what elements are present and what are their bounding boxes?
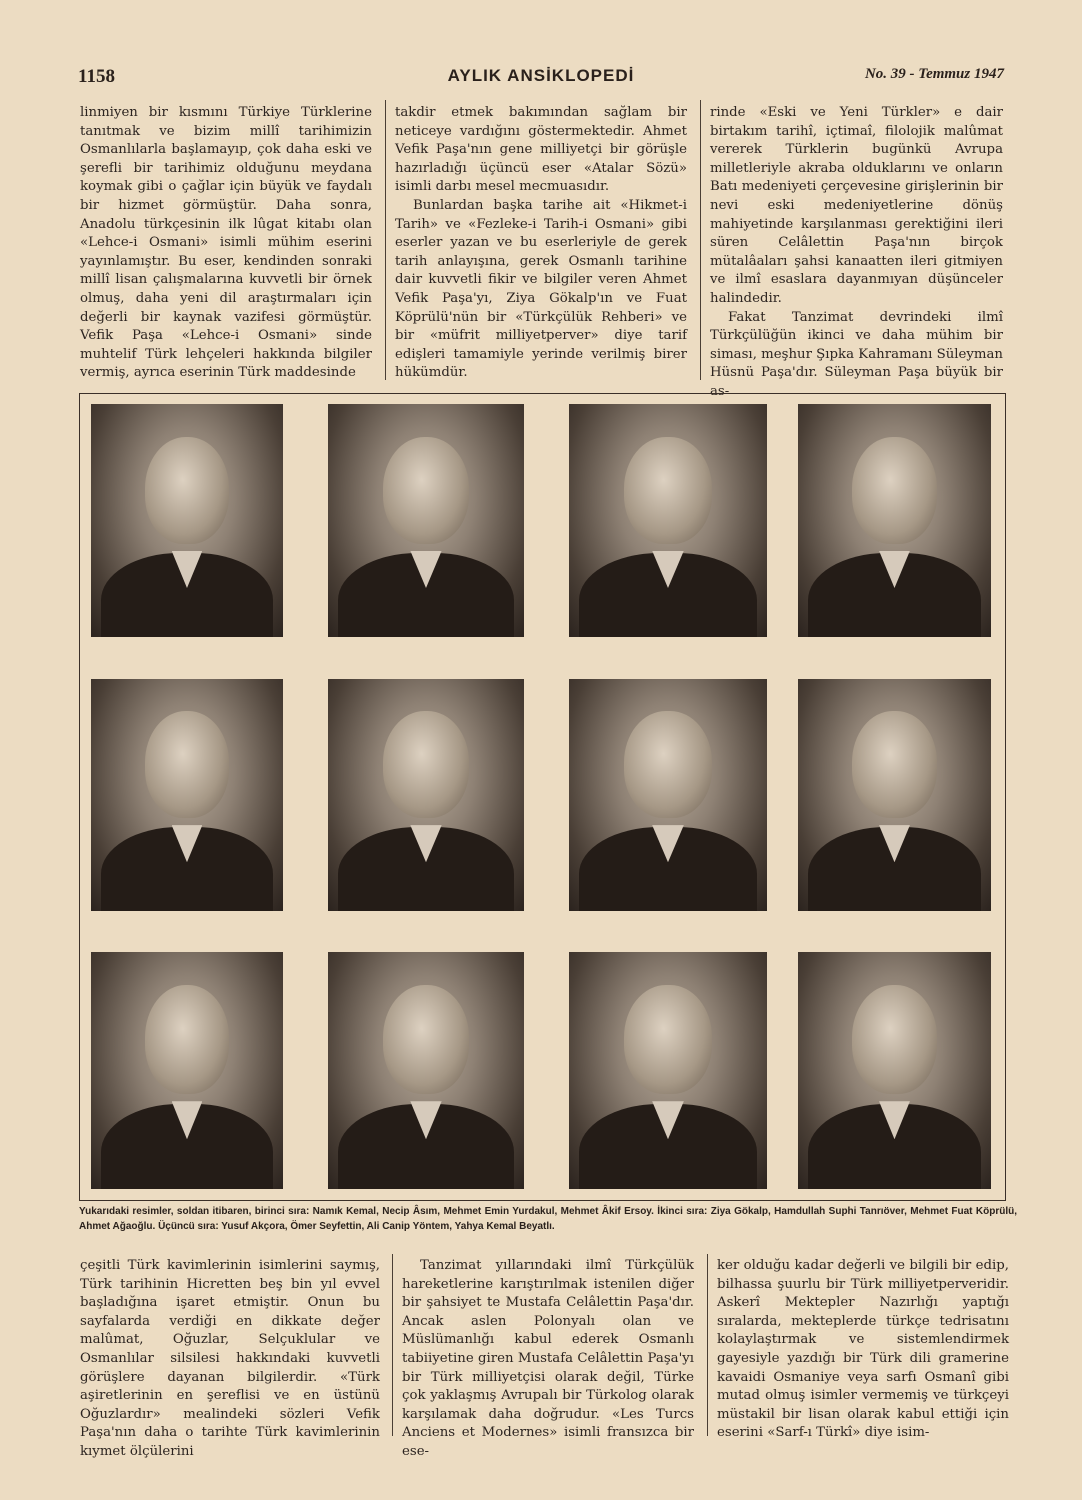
top-column-2 xyxy=(395,104,687,383)
paragraph: linmiyen bir kısmını Türkiye Türklerine tanıtmak ve bizim millî tarihimizin Osmanlılarla başlamayıp, çok daha eski ve şerefli bir tarihimiz olduğunu meydana koymak gibi o çağlar için büyük ve faydalı bir hizmet görmüştür. Daha sonra, Anadolu türkçesinin ilk lûgat kitabı olan «Lehce-i Osmani» isimli mühim eserini yayınlamıştır. Bu eser, kendinden sonraki millî lisan çalışmalarına kuvvetli bir örnek olmuş, daha yeni dil araştırmaları için değerli bir kaynak vazifesi görmüştür. Vefik Paşa «Lehce-i Osmani» sinde muhtelif Türk lehçeleri hakkında bilgiler vermiş, ayrıca eserinin Türk maddesinde xyxy=(80,105,372,381)
portrait-head xyxy=(852,985,937,1094)
portrait-head xyxy=(383,711,469,818)
portrait-photo xyxy=(569,404,767,637)
paragraph: rinde «Eski ve Yeni Türkler» e dair birtakım tarihî, içtimaî, filolojik malûmat vererek Türklerin bugünkü Avrupa milletleriyle akraba olduklarını ve onların Batı medeniyeti çerçevesine girişlerinin bir nevi eski medeniyetlerine dönüş mahiyetinde karşılanması gerektiğini ileri süren Celâlettin Paşa'nın birçok mütalâaları şahsi kanaatten ileri gitmiyen ve ilmî esaslara dayanmıyan düşünceler halindedir. xyxy=(710,105,1003,306)
column-rule xyxy=(392,1254,393,1436)
top-column-1 xyxy=(80,104,372,383)
column-rule xyxy=(707,1254,708,1436)
bottom-column-2 xyxy=(402,1257,694,1462)
portrait-head xyxy=(145,985,229,1094)
top-column-3 xyxy=(710,104,1003,402)
portrait-photo xyxy=(91,679,283,911)
portrait-photo xyxy=(569,952,767,1189)
paragraph: çeşitli Türk kavimlerinin isimlerini saymış, Türk tarihinin Hicretten beş bin yıl evvel başladığına işaret etmiştir. Onun bu sayfalarda verdiği en dikkate değer malûmat, Oğuzlar, Selçuklular ve Osmanlılar silsilesi hakkındaki kuvvetli görüşlere dayanan bilgilerdir. «Türk aşiretlerinin en şereflisi ve en üstünü Oğuzlardır» mealindeki sözleri Vefik Paşa'nın daha o tarihte Türk kavimlerinin kıymet ölçülerini xyxy=(80,1258,380,1459)
portrait-photo xyxy=(798,679,991,911)
portrait-photo xyxy=(328,679,524,911)
portrait-photo xyxy=(328,404,524,637)
issue-info: No. 39 - Temmuz 1947 xyxy=(864,66,1004,82)
portrait-head xyxy=(145,711,229,818)
portrait-photo xyxy=(91,404,283,637)
portrait-photo xyxy=(798,952,991,1189)
bottom-column-1 xyxy=(80,1257,380,1462)
portrait-head xyxy=(624,711,711,818)
portrait-grid xyxy=(79,393,1006,1201)
paragraph: takdir etmek bakımından sağlam bir neticeye vardığını göstermektedir. Ahmet Vefik Paşa'nın gene milliyetçi bir görüşle hazırladığı üçüncü eser «Atalar Sözü» isimli darbı mesel mecmuasıdır. xyxy=(395,105,687,195)
portrait-head xyxy=(383,437,469,544)
portrait-photo xyxy=(798,404,991,637)
photo-caption: Yukarıdaki resimler, soldan itibaren, birinci sıra: Namık Kemal, Necip Âsım, Mehmet Emin Yurdakul, Mehmet Âkif Ersoy. İkinci sıra: Ziya Gökalp, Hamdullah Suphi Tanrıöver, Mehmet Fuat Köprülü, Ahmet Ağaoğlu. Üçüncü sıra: Yusuf Akçora, Ömer Seyfettin, Ali Canip Yöntem, Yahya Kemal Beyatlı. xyxy=(79,1206,1017,1232)
paragraph: Bunlardan başka tarihe ait «Hikmet-i Tarih» ve «Fezleke-i Tarih-i Osmani» gibi eserler yazan ve bu eserleriyle de gerek tarih anlayışına, gerek Osmanlı tarihine dair kuvvetli fikir ve bilgiler veren Ahmet Vefik Paşa'yı, Ziya Gökalp'ın ve Fuat Köprülü'nün bir «Türkçülük Rehberi» ve bir «müfrit milliyetperver» diye tarif edişleri tamamiyle yerinde verilmiş birer hükümdür. xyxy=(395,197,687,381)
paragraph: Tanzimat yıllarındaki ilmî Türkçülük hareketlerine karıştırılmak istenilen diğer bir şahsiyet te Mustafa Celâlettin Paşa'dır. Ancak aslen Polonyalı olan ve Müslümanlığı kabul ederek Osmanlı tabiiyetine giren Mustafa Celâlettin Paşa'yı bir Türk milliyetçisi olarak değil, Türke çok yaklaşmış Avrupalı bir Türkolog olarak karşılamak daha doğrudur. «Les Turcs Anciens et Modernes» isimli fransızca bir ese- xyxy=(402,1258,694,1459)
portrait-head xyxy=(852,437,937,544)
portrait-head xyxy=(624,437,711,544)
portrait-head xyxy=(852,711,937,818)
portrait-head xyxy=(383,985,469,1094)
paragraph: Fakat Tanzimat devrindeki ilmî Türkçülüğün ikinci ve daha mühim bir siması, meşhur Şıpka Kahramanı Süleyman Hüsnü Paşa'dır. Süleyman Paşa büyük bir as- xyxy=(710,309,1003,399)
portrait-photo xyxy=(569,679,767,911)
portrait-head xyxy=(624,985,711,1094)
magazine-title: AYLIK ANSİKLOPEDİ xyxy=(447,66,635,85)
paragraph: ker olduğu kadar değerli ve bilgili bir edip, bilhassa şuurlu bir Türk milliyetperveridir. Askerî Mektepler Nazırlığı yaptığı sıralarda, mekteplerde türkçe tedrisatını kolaylaştırmak ve sistemlendirmek gayesiyle yazdığı bir Türk dili gramerine kavaidi Osmaniye veya sarfı Osmanî gibi mutad olmuş isimler vermemiş ve türkçeyi müstakil bir lisan olarak kabul ettiği için eserini «Sarf-ı Türkî» diye isim- xyxy=(717,1258,1009,1441)
column-rule xyxy=(385,100,386,380)
portrait-photo xyxy=(91,952,283,1189)
portrait-head xyxy=(145,437,229,544)
bottom-column-3 xyxy=(717,1257,1009,1443)
page-number: 1158 xyxy=(78,66,115,87)
column-rule xyxy=(700,100,701,380)
portrait-photo xyxy=(328,952,524,1189)
